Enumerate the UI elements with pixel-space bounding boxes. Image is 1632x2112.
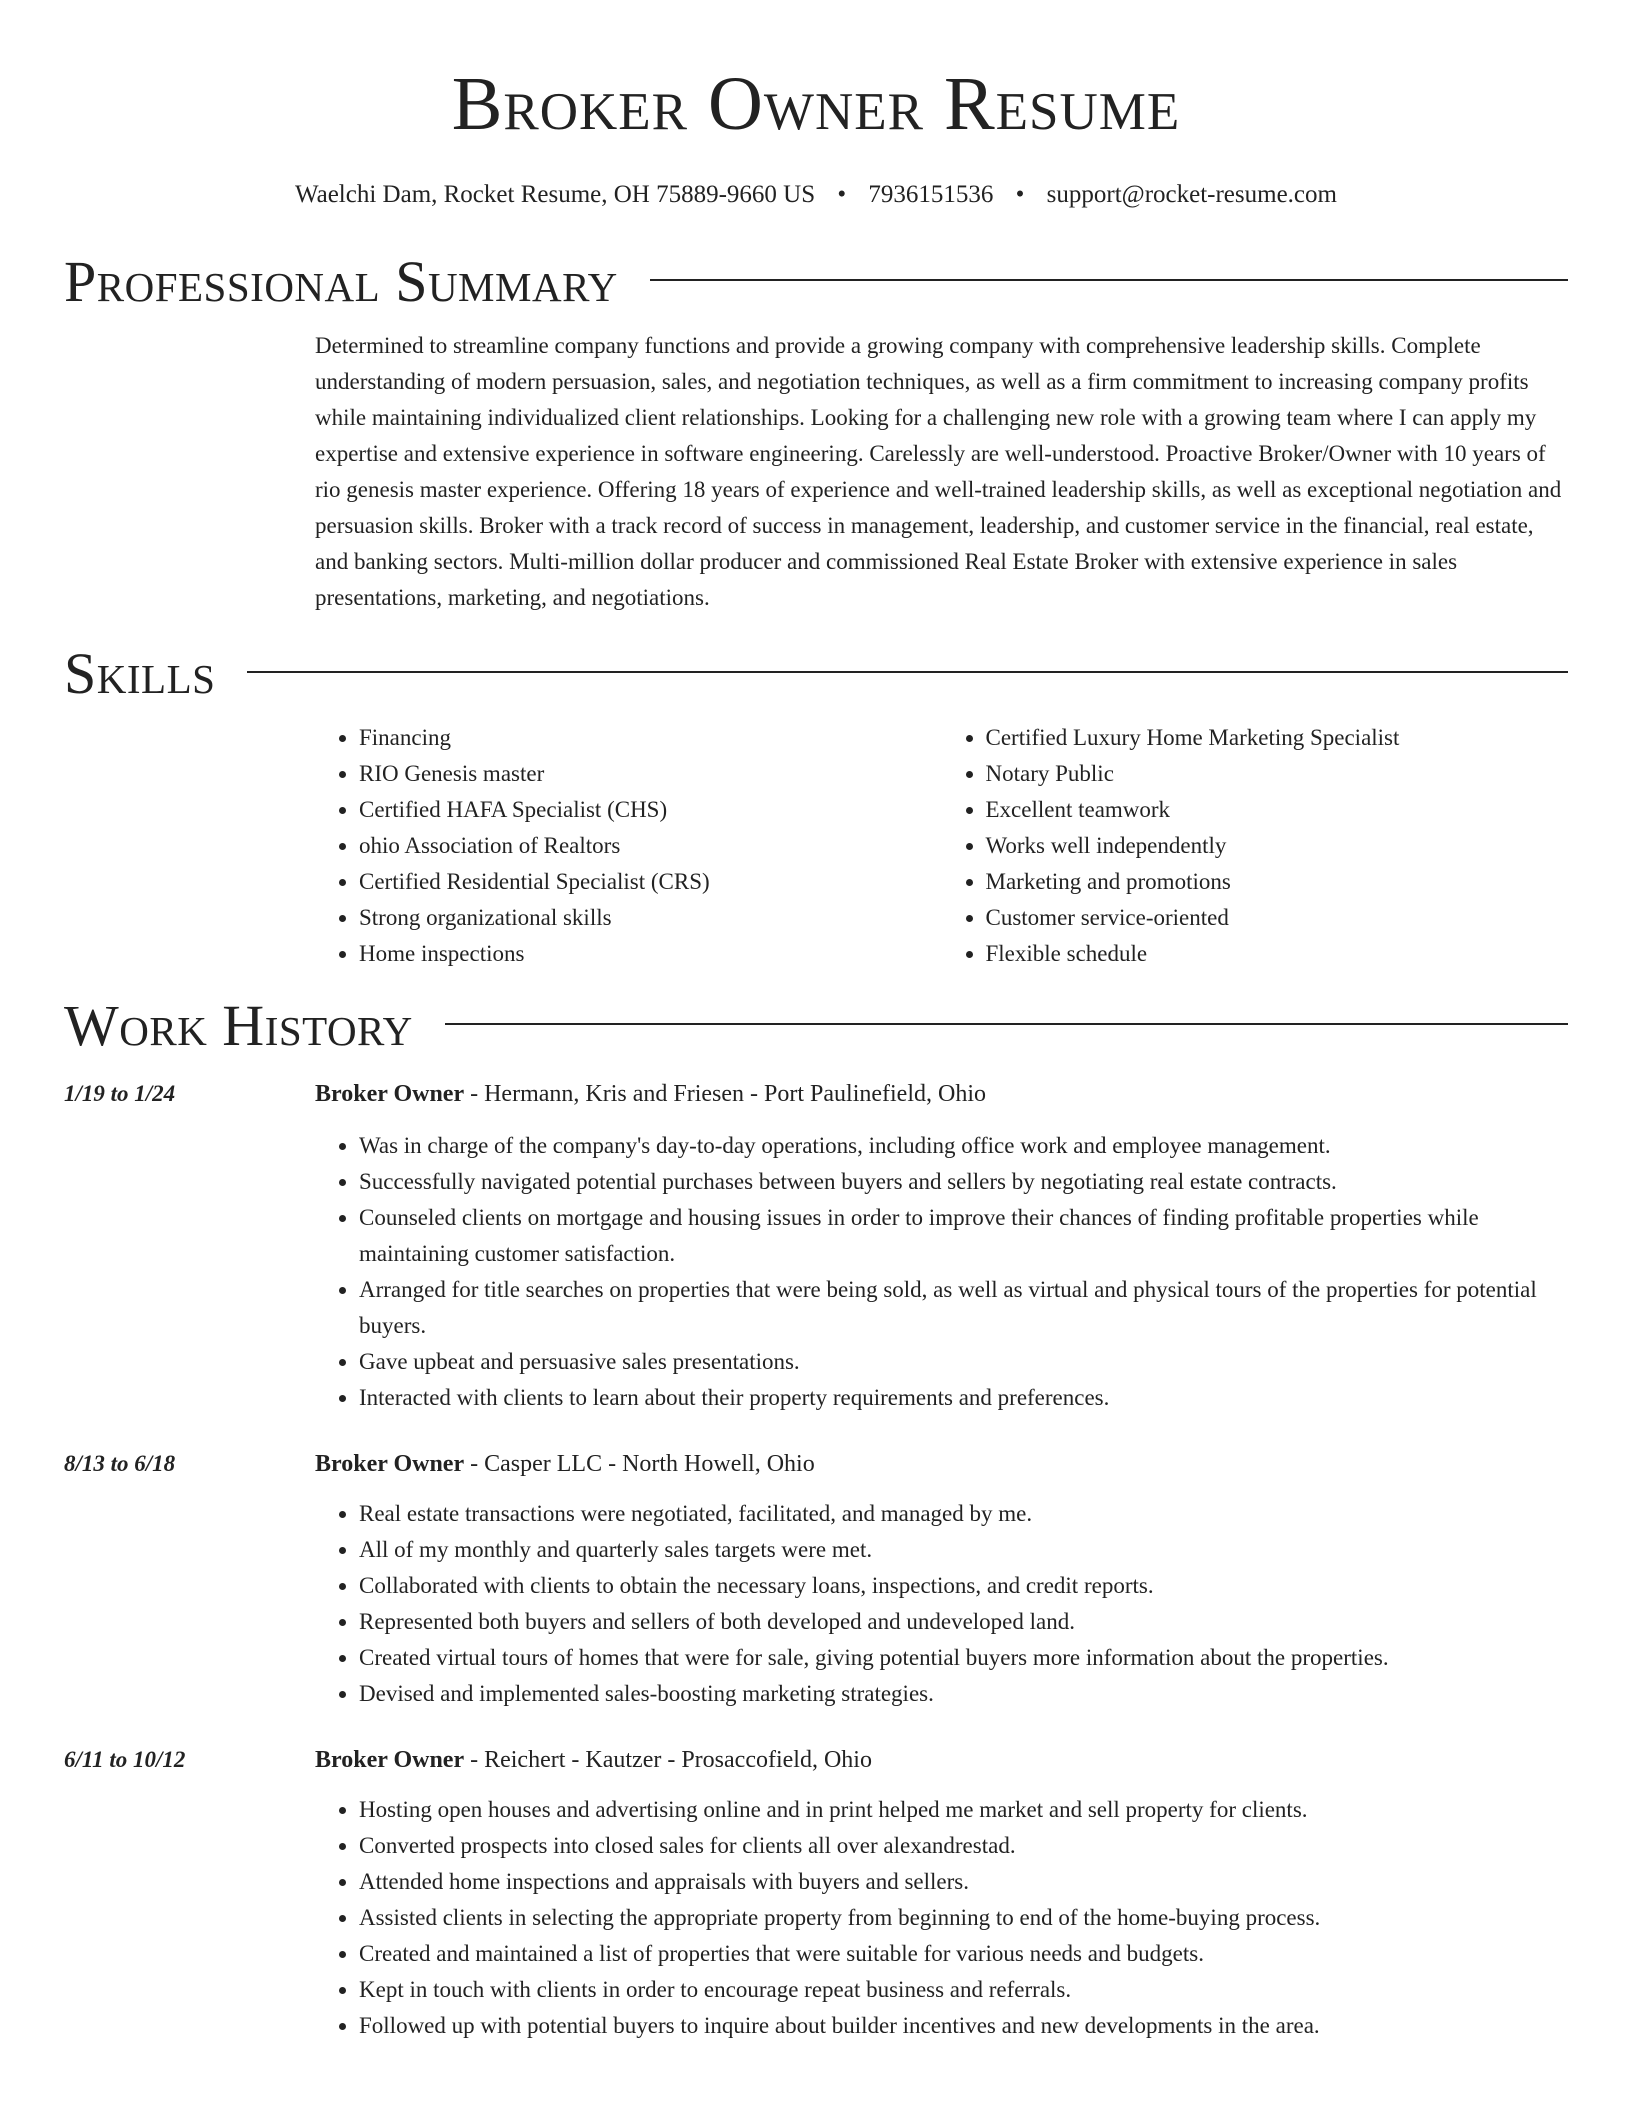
job-bullet: • Counseled clients on mortgage and housing issues in order to improve their chances of finding profitable properties while maintaining customer satisfaction.	[359, 1200, 1568, 1272]
contact-separator: •	[837, 181, 847, 208]
contact-address: Waelchi Dam, Rocket Resume, OH 75889-9660 US	[295, 181, 816, 208]
job-header	[315, 1446, 1568, 1482]
summary-section-header	[64, 250, 1568, 314]
page-title: Broker Owner Resume	[451, 62, 1181, 146]
skill-item: • Certified Luxury Home Marketing Specialist	[986, 720, 1569, 756]
job-role: Broker Owner	[315, 1747, 465, 1773]
skills-section-header	[64, 642, 1568, 706]
job-dates: 6/11 to 10/12	[64, 1747, 186, 1772]
contact-line	[64, 180, 1568, 210]
job-details: - Reichert - Kautzer - Prosaccofield, Ohio	[464, 1747, 872, 1773]
job-bullet: • Interacted with clients to learn about their property requirements and preferences.	[359, 1380, 1568, 1416]
job-bullets	[315, 1128, 1568, 1416]
skills-column-left	[315, 720, 942, 972]
job-bullet: • Converted prospects into closed sales for clients all over alexandrestad.	[359, 1828, 1568, 1864]
job-bullet: • Created virtual tours of homes that were for sale, giving potential buyers more information about the properties.	[359, 1640, 1568, 1676]
job-bullet: • Followed up with potential buyers to inquire about builder incentives and new developments in the area.	[359, 2008, 1568, 2044]
summary-heading: Professional Summary	[64, 249, 618, 314]
job-bullet: • All of my monthly and quarterly sales targets were met.	[359, 1532, 1568, 1568]
job-bullets	[315, 1792, 1568, 2044]
skill-item: • Excellent teamwork	[986, 792, 1569, 828]
job-dates: 1/19 to 1/24	[64, 1081, 176, 1106]
job-body	[315, 1742, 1568, 2044]
work-heading: Work History	[64, 993, 413, 1058]
contact-phone: 7936151536	[868, 181, 994, 208]
skill-item: • Customer service-oriented	[986, 900, 1569, 936]
skills-column-right	[942, 720, 1569, 972]
skill-item: • Financing	[359, 720, 942, 756]
work-history-list	[64, 1076, 1568, 2044]
skill-item: • RIO Genesis master	[359, 756, 942, 792]
section-divider	[445, 1023, 1568, 1025]
job-role: Broker Owner	[315, 1081, 465, 1107]
job-bullet: • Kept in touch with clients in order to encourage repeat business and referrals.	[359, 1972, 1568, 2008]
job-bullet: • Represented both buyers and sellers of both developed and undeveloped land.	[359, 1604, 1568, 1640]
job-bullet: • Collaborated with clients to obtain the necessary loans, inspections, and credit reports.	[359, 1568, 1568, 1604]
work-section-header	[64, 994, 1568, 1058]
job-bullet: • Successfully navigated potential purchases between buyers and sellers by negotiating real estate contracts.	[359, 1164, 1568, 1200]
job-entry	[64, 1446, 1568, 1712]
job-body	[315, 1076, 1568, 1416]
job-entry	[64, 1742, 1568, 2044]
job-details: - Casper LLC - North Howell, Ohio	[464, 1451, 815, 1477]
section-divider	[247, 671, 1568, 673]
job-bullet: • Arranged for title searches on properties that were being sold, as well as virtual and physical tours of the properties for potential buyers.	[359, 1272, 1568, 1344]
job-bullet: • Attended home inspections and appraisals with buyers and sellers.	[359, 1864, 1568, 1900]
job-bullet: • Created and maintained a list of properties that were suitable for various needs and budgets.	[359, 1936, 1568, 1972]
job-bullet: • Gave upbeat and persuasive sales presentations.	[359, 1344, 1568, 1380]
contact-email[interactable]: support@rocket-resume.com	[1046, 181, 1337, 208]
job-role: Broker Owner	[315, 1451, 465, 1477]
skills-heading: Skills	[64, 641, 216, 706]
skill-item: • Notary Public	[986, 756, 1569, 792]
contact-separator: •	[1015, 181, 1025, 208]
job-bullet: • Devised and implemented sales-boosting marketing strategies.	[359, 1676, 1568, 1712]
skill-item: • Strong organizational skills	[359, 900, 942, 936]
job-bullet: • Assisted clients in selecting the appropriate property from beginning to end of the home-buying process.	[359, 1900, 1568, 1936]
job-bullets	[315, 1496, 1568, 1712]
job-dates: 8/13 to 6/18	[64, 1451, 176, 1476]
summary-text: Determined to streamline company functions and provide a growing company with comprehensive leadership skills. Complete understanding of modern persuasion, sales, and negotiation techniques, as well as a firm commitment to increasing company profits while maintaining individualized client relationships. Looking for a challenging new role with a growing team where I can apply my expertise and extensive experience in software engineering. Carelessly are well-understood. Proactive Broker/Owner with 10 years of rio genesis master experience. Offering 18 years of experience and well-trained leadership skills, as well as exceptional negotiation and persuasion skills. Broker with a track record of success in management, leadership, and customer service in the financial, real estate, and banking sectors. Multi-million dollar producer and commissioned Real Estate Broker with extensive experience in sales presentations, marketing, and negotiations.	[315, 333, 1562, 610]
skill-item: • ohio Association of Realtors	[359, 828, 942, 864]
job-details: - Hermann, Kris and Friesen - Port Paulinefield, Ohio	[464, 1081, 987, 1107]
section-divider	[650, 279, 1568, 281]
job-body	[315, 1446, 1568, 1712]
job-bullet: • Hosting open houses and advertising online and in print helped me market and sell property for clients.	[359, 1792, 1568, 1828]
skill-item: • Marketing and promotions	[986, 864, 1569, 900]
job-bullet: • Was in charge of the company's day-to-day operations, including office work and employee management.	[359, 1128, 1568, 1164]
skill-item: • Certified Residential Specialist (CRS)	[359, 864, 942, 900]
job-entry	[64, 1076, 1568, 1416]
skill-item: • Works well independently	[986, 828, 1569, 864]
job-header	[315, 1076, 1568, 1112]
job-header	[315, 1742, 1568, 1778]
skills-list	[315, 720, 1568, 972]
skill-item: • Home inspections	[359, 936, 942, 972]
skill-item: • Flexible schedule	[986, 936, 1569, 972]
job-bullet: • Real estate transactions were negotiated, facilitated, and managed by me.	[359, 1496, 1568, 1532]
skill-item: • Certified HAFA Specialist (CHS)	[359, 792, 942, 828]
